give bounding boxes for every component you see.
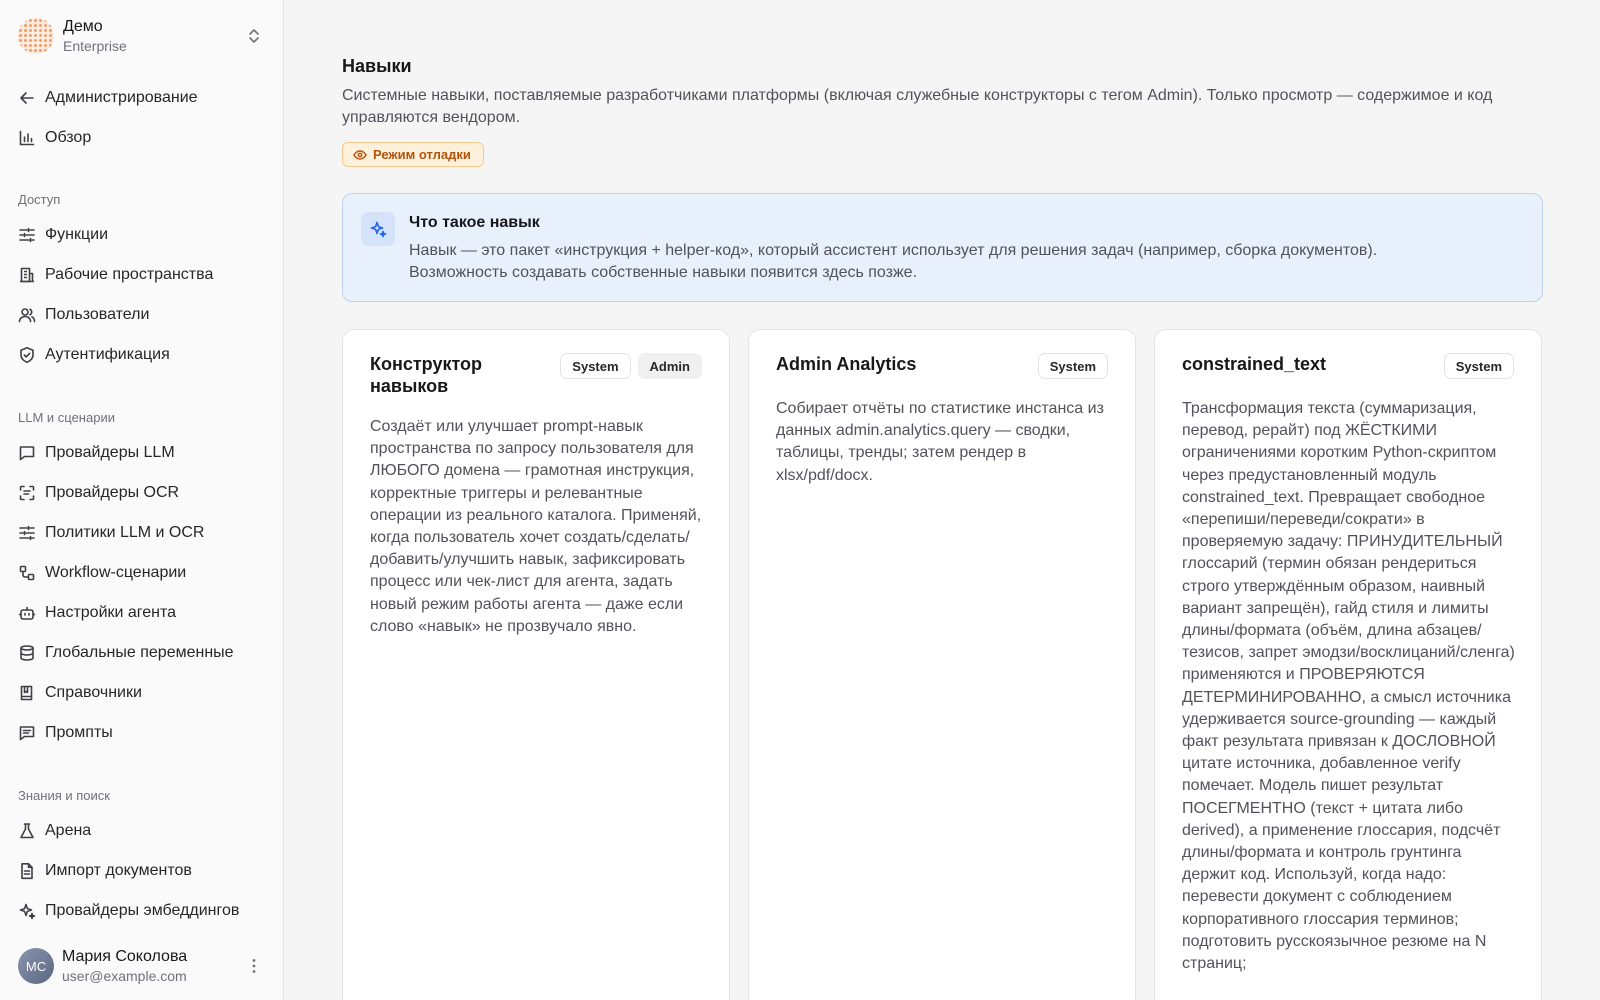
info-text-line: Возможность создавать собственные навыки появится здесь позже. xyxy=(409,264,918,281)
sidebar-item-functions[interactable] xyxy=(12,218,270,252)
sidebar-item-embedding-providers[interactable] xyxy=(12,894,270,928)
sidebar-item-dictionaries[interactable] xyxy=(12,676,270,710)
sidebar-item-label: Настройки агента xyxy=(45,604,177,621)
org-plan: Enterprise xyxy=(63,38,127,54)
skill-card[interactable] xyxy=(342,329,730,1000)
users-icon xyxy=(18,306,36,324)
skill-card-tags xyxy=(1444,353,1514,379)
user-name: Мария Соколова xyxy=(62,948,188,965)
sidebar-item-document-import[interactable] xyxy=(12,854,270,888)
tag-admin: Admin xyxy=(638,353,702,379)
tag-system: System xyxy=(560,353,630,379)
skill-card-tags xyxy=(560,353,702,379)
message-square-icon xyxy=(18,444,36,462)
org-name: Демо xyxy=(63,18,103,35)
section-label-llm: LLM и сценарии xyxy=(18,410,115,425)
building-icon xyxy=(18,266,36,284)
skill-card[interactable] xyxy=(748,329,1136,1000)
sidebar-item-label: Глобальные переменные xyxy=(45,644,234,661)
user-profile[interactable] xyxy=(18,946,270,986)
tag-system: System xyxy=(1038,353,1108,379)
eye-icon xyxy=(353,148,367,162)
chevron-up-down-icon xyxy=(246,26,262,46)
sidebar-item-overview[interactable] xyxy=(12,121,270,155)
file-text-icon xyxy=(18,862,36,880)
shield-check-icon xyxy=(18,346,36,364)
more-vertical-icon[interactable] xyxy=(244,956,264,976)
sliders-icon xyxy=(18,524,36,542)
bar-chart-icon xyxy=(18,129,36,147)
sidebar-item-agent-settings[interactable] xyxy=(12,596,270,630)
skill-card-description: Собирает отчёты по статистике инстанса из данных admin.analytics.query — сводки, таблицы, тренды; затем рендер в xlsx/pdf/docx. xyxy=(776,400,1104,484)
skill-card-tags xyxy=(1038,353,1108,379)
book-icon xyxy=(18,684,36,702)
message-text-icon xyxy=(18,724,36,742)
sidebar-item-label: Обзор xyxy=(45,129,92,146)
back-to-admin-label: Администрирование xyxy=(45,89,198,106)
skill-card-title: Admin Analytics xyxy=(776,354,917,374)
info-text-line: Навык — это пакет «инструкция + helper-код», который ассистент использует для решения задач (например, сборка документов). xyxy=(409,242,1378,259)
sidebar-item-label: Провайдеры OCR xyxy=(45,484,180,501)
skill-card-title xyxy=(370,353,482,397)
sidebar-item-label: Workflow-сценарии xyxy=(45,564,187,581)
sparkles-icon xyxy=(361,212,395,246)
org-logo xyxy=(18,18,54,54)
sidebar-item-label: Пользователи xyxy=(45,306,150,323)
debug-mode-label: Режим отладки xyxy=(373,147,471,162)
skill-card-title-line: навыков xyxy=(370,376,449,396)
skill-card-description: Трансформация текста (суммаризация, перевод, рерайт) под ЖЁСТКИМИ ограничениями коротким Python-скриптом через предустановленный модуль constrained_text. Превращает свободное «перепиши/переведи/сократи» в проверяемую задачу: ПРИНУДИТЕЛЬНЫЙ глоссарий (термин обязан рендериться строго утверждённым образом, наивный вариант запрещён), гайд стиля и лимиты длины/формата (объём, длина абзацев/тезисов, запрет эмодзи/восклицаний/сленга) применяются и ПРОВЕРЯЮТСЯ ДЕТЕРМИНИРОВАННО, а смысл источника удерживается source-grounding — каждый факт результата привязан к ДОСЛОВНОЙ цитате источника, добавленное verify помечает. Модель пишет результат ПОСЕГМЕНТНО (текст + цитата либо derived), а применение глоссария, подсчёт длины/формата и контроль грунтинга держит код. Используй, когда надо: перевести документ с соблюдением корпоративного глоссария терминов; подготовить русскоязычное резюме на N страниц; xyxy=(1182,400,1515,973)
flask-icon xyxy=(18,822,36,840)
org-switcher[interactable] xyxy=(18,16,266,56)
skill-card[interactable] xyxy=(1154,329,1542,1000)
sparkles-icon xyxy=(18,902,36,920)
sidebar-item-label: Рабочие пространства xyxy=(45,266,214,283)
sidebar-item-global-variables[interactable] xyxy=(12,636,270,670)
workflow-icon xyxy=(18,564,36,582)
database-icon xyxy=(18,644,36,662)
sidebar-item-label: Политики LLM и OCR xyxy=(45,524,205,541)
info-callout xyxy=(342,193,1543,302)
sidebar-item-label: Арена xyxy=(45,822,92,839)
scan-text-icon xyxy=(18,484,36,502)
info-title: Что такое навык xyxy=(409,214,540,231)
back-to-admin[interactable] xyxy=(12,81,270,115)
sidebar-item-authentication[interactable] xyxy=(12,338,270,372)
sidebar-item-workspaces[interactable] xyxy=(12,258,270,292)
page-description: Системные навыки, поставляемые разработчиками платформы (включая служебные конструкторы с тегом Admin). Только просмотр — содержимое и код управляются вендором. xyxy=(342,87,1493,126)
sidebar-item-llm-providers[interactable] xyxy=(12,436,270,470)
user-email: user@example.com xyxy=(62,968,187,984)
bot-icon xyxy=(18,604,36,622)
skill-card-description: Создаёт или улучшает prompt-навык пространства по запросу пользователя для ЛЮБОГО домена — грамотная инструкция, корректные триггеры и релевантные операции из реального каталога. Применяй, когда пользователь хочет создать/сделать/добавить/улучшить навык, зафиксировать процесс или чек-лист для агента, задать новый режим работы агента — даже если слово «навык» не прозвучало явно. xyxy=(370,418,702,635)
sidebar-item-ocr-providers[interactable] xyxy=(12,476,270,510)
tag-system: System xyxy=(1444,353,1514,379)
skill-card-title: constrained_text xyxy=(1182,354,1327,374)
sidebar-item-workflows[interactable] xyxy=(12,556,270,590)
sidebar-item-label: Импорт документов xyxy=(45,862,192,879)
sidebar-item-label: Справочники xyxy=(45,684,142,701)
sidebar-item-label: Провайдеры эмбеддингов xyxy=(45,902,240,919)
section-label-knowledge: Знания и поиск xyxy=(18,788,110,803)
avatar: МС xyxy=(18,948,54,984)
sidebar-item-llm-ocr-policies[interactable] xyxy=(12,516,270,550)
sliders-icon xyxy=(18,226,36,244)
sidebar-item-label: Промпты xyxy=(45,724,113,741)
debug-mode-badge[interactable] xyxy=(342,142,484,167)
sidebar-item-prompts[interactable] xyxy=(12,716,270,750)
sidebar-item-label: Провайдеры LLM xyxy=(45,444,175,461)
sidebar xyxy=(0,0,284,1000)
sidebar-item-arena[interactable] xyxy=(12,814,270,848)
section-label-access: Доступ xyxy=(18,192,61,207)
skill-card-title-line: Конструктор xyxy=(370,354,483,374)
sidebar-item-label: Аутентификация xyxy=(45,346,170,363)
main-content xyxy=(285,0,1600,1000)
sidebar-item-users[interactable] xyxy=(12,298,270,332)
page-title: Навыки xyxy=(342,56,412,76)
sidebar-item-label: Функции xyxy=(45,226,109,243)
arrow-left-icon xyxy=(18,89,36,107)
